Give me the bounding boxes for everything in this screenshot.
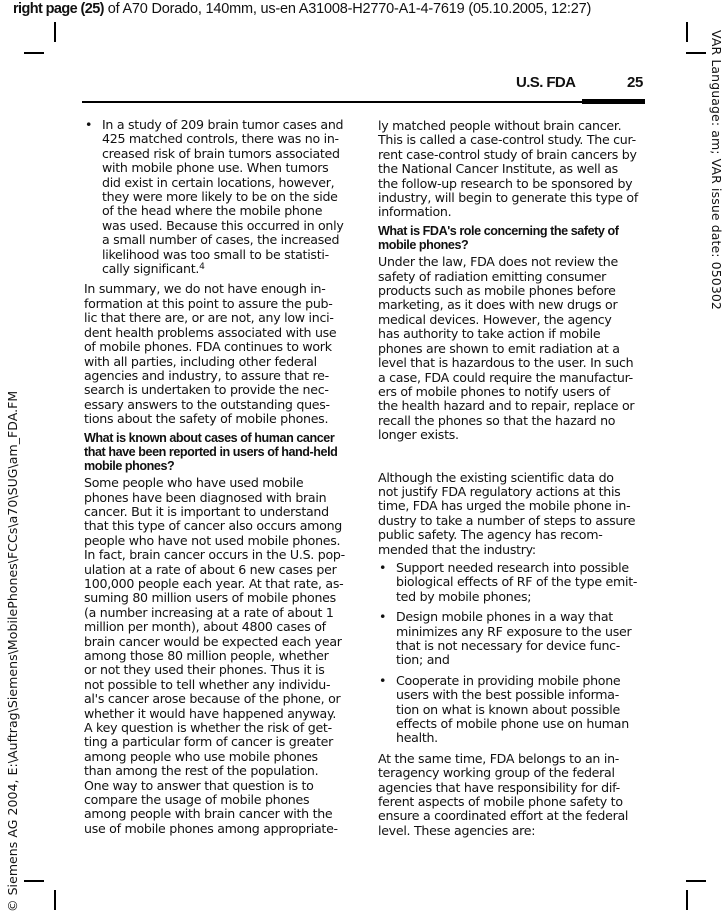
text-line: tion on what is known about possible — [396, 701, 620, 717]
text-line: among those 80 million people, whether — [84, 648, 329, 664]
text-line: information. — [378, 204, 452, 220]
print-banner-info: of A70 Dorado, 140mm, us-en A31008-H2770-A1-4-7619 (05.10.2005, 12:27) — [103, 1, 592, 17]
left-column — [84, 118, 356, 840]
text-line: brain cancer would be expected each year — [84, 633, 342, 649]
text-line: not justify FDA regulatory actions at this — [378, 483, 621, 499]
text-line: industry, will begin to generate this type of — [378, 190, 638, 206]
heading-line: mobile phones? — [84, 458, 175, 473]
text-line: Although the existing scientific data do — [378, 469, 614, 485]
human-cancer-heading — [84, 431, 356, 474]
text-line: In a study of 209 brain tumor cases and — [102, 117, 344, 132]
bullet-icon: • — [379, 609, 387, 625]
text-line: tions about the safety of mobile phones. — [84, 411, 329, 427]
var-language-note: VAR Language: am; VAR issue date: 050302 — [709, 30, 724, 310]
text-line: teragency working group of the federal — [378, 765, 615, 781]
text-line: Cooperate in providing mobile phone — [396, 672, 621, 688]
text-line: At the same time, FDA belongs to an in- — [378, 750, 620, 766]
text-line: use of mobile phones among appropriate- — [84, 820, 338, 836]
recommendation-bullet-cooperate — [378, 674, 650, 746]
text-line: agencies that have responsibility for dif- — [378, 779, 620, 795]
header-rule-accent — [582, 99, 645, 104]
text-line: was used. Because this occurred in only — [102, 217, 344, 233]
crop-mark-bottom-left-vertical — [54, 890, 56, 910]
text-line: dent health problems associated with use — [84, 324, 337, 340]
text-line: rent case-control study of brain cancers by — [378, 146, 637, 162]
text-line: In summary, we do not have enough in- — [84, 281, 326, 297]
text-line: ers of mobile phones to notify users of — [378, 383, 611, 399]
text-line: This is called a case-control study. The cur- — [378, 132, 636, 148]
case-control-paragraph — [378, 119, 650, 220]
text-line: not possible to tell whether any individu- — [84, 676, 331, 692]
print-banner-page: right page (25) — [13, 1, 104, 17]
text-line: ferent aspects of mobile phone safety to — [378, 794, 623, 810]
footnote-reference: 4 — [199, 262, 205, 273]
text-line: of the head where the mobile phone — [102, 203, 323, 219]
section-title: U.S. FDA — [516, 74, 576, 91]
page-number: 25 — [627, 74, 643, 91]
copyright-path-note: © Siemens AG 2004, E:\Auftrag\Siemens\MobilePhones\FCCs\a70\SUG\am_FDA.FM — [5, 390, 20, 912]
text-line: a case, FDA could require the manufactur- — [378, 369, 633, 385]
summary-paragraph — [84, 282, 356, 426]
interagency-paragraph — [378, 752, 650, 838]
recommendation-bullet-research — [378, 561, 650, 604]
text-line: longer exists. — [378, 427, 459, 443]
text-line: ting a particular form of cancer is greater — [84, 734, 333, 750]
bullet-icon: • — [85, 117, 93, 132]
text-line: phones are shown to emit radiation at a — [378, 340, 620, 356]
crop-mark-top-right-horizontal — [686, 52, 706, 54]
right-column — [378, 119, 650, 842]
bullet-icon: • — [379, 672, 387, 688]
text-line: al's cancer arose because of the phone, or — [84, 691, 341, 707]
text-line: ensure a coordinated effort at the federal — [378, 808, 629, 824]
text-line: mended that the industry: — [378, 541, 536, 557]
text-line: One way to answer that question is to — [84, 777, 314, 793]
fda-role-heading — [378, 224, 650, 252]
study-bullet — [84, 118, 356, 276]
text-line: they were more likely to be on the side — [102, 189, 338, 205]
text-line: effects of mobile phone use on human — [396, 716, 629, 732]
text-line: products such as mobile phones before — [378, 283, 616, 299]
text-line: safety of radiation emitting consumer — [378, 268, 607, 284]
heading-line: What is FDA's role concerning the safety of — [378, 223, 619, 238]
text-line: phones have been diagnosed with brain — [84, 489, 327, 505]
crop-mark-top-right-vertical — [686, 22, 688, 42]
crop-mark-bottom-right-horizontal — [686, 880, 706, 882]
crop-mark-top-left-horizontal — [24, 52, 44, 54]
crop-mark-top-left-vertical — [54, 22, 56, 42]
text-line: lic that there are, or are not, any low inci- — [84, 310, 334, 326]
text-line: agencies and industry, to assure that re- — [84, 367, 329, 383]
text-line: essary answers to the outstanding ques- — [84, 396, 330, 412]
fda-role-paragraph — [378, 255, 650, 442]
heading-line: What is known about cases of human cancer — [84, 430, 335, 445]
text-line: that this type of cancer also occurs among — [84, 518, 342, 534]
text-line: level that is hazardous to the user. In such — [378, 355, 634, 371]
text-line: users with the best possible informa- — [396, 687, 619, 703]
text-line: or not they used their phones. Thus it is — [84, 662, 325, 678]
text-line: a small number of cases, the increased — [102, 232, 340, 248]
text-line — [102, 262, 356, 276]
text-line: ly matched people without brain cancer. — [378, 118, 622, 133]
recommendation-bullet-design — [378, 610, 650, 668]
text-line: In fact, brain cancer occurs in the U.S. pop- — [84, 547, 345, 563]
text-line: of mobile phones. FDA continues to work — [84, 339, 332, 355]
text-line: ulation at a rate of about 6 new cases per — [84, 561, 337, 577]
paragraph-gap — [378, 447, 650, 471]
text-line: health. — [396, 730, 438, 746]
text-line: Design mobile phones in a way that — [396, 609, 613, 625]
text-line: Support needed research into possible — [396, 559, 629, 575]
text-line: that is not necessary for device func- — [396, 638, 621, 653]
text-line: did exist in certain locations, however, — [102, 174, 335, 190]
text-line: the follow-up research to be sponsored by — [378, 175, 633, 191]
text-line: suming 80 million users of mobile phones — [84, 590, 336, 606]
text-fragment: cally significant. — [102, 261, 200, 277]
text-line: time, FDA has urged the mobile phone in- — [378, 498, 631, 514]
text-line: minimizes any RF exposure to the user — [396, 623, 632, 639]
text-line: with mobile phone use. When tumors — [102, 160, 329, 176]
text-line: with all parties, including other federal — [84, 353, 317, 369]
crop-mark-bottom-right-vertical — [686, 890, 688, 910]
text-line: likelihood was too small to be statisti- — [102, 246, 329, 262]
text-line: biological effects of RF of the type emit- — [396, 574, 638, 590]
text-line: 425 matched controls, there was no in- — [102, 131, 339, 147]
text-line: search is undertaken to provide the nec- — [84, 382, 329, 398]
text-line: level. These agencies are: — [378, 822, 536, 838]
heading-line: mobile phones? — [378, 238, 469, 253]
text-line: dustry to take a number of steps to assure — [378, 512, 636, 528]
text-line: cancer. But it is important to understand — [84, 503, 329, 519]
text-line: medical devices. However, the agency — [378, 311, 612, 327]
print-banner — [13, 0, 591, 18]
text-line: than among the rest of the population. — [84, 763, 319, 779]
text-line: people who have not used mobile phones. — [84, 532, 341, 548]
text-line: among people with brain cancer with the — [84, 806, 333, 822]
text-line: million per month), about 4800 cases of — [84, 619, 326, 635]
text-line: among people who use mobile phones — [84, 748, 318, 764]
text-line: creased risk of brain tumors associated — [102, 145, 340, 161]
text-line: the health hazard and to repair, replace or — [378, 398, 635, 414]
text-line: marketing, as it does with new drugs or — [378, 297, 618, 313]
text-line: the National Cancer Institute, as well as — [378, 161, 618, 177]
crop-mark-bottom-left-horizontal — [24, 880, 44, 882]
text-line: 100,000 people each year. At that rate, as- — [84, 575, 344, 591]
text-line: Some people who have used mobile — [84, 475, 304, 491]
text-line: compare the usage of mobile phones — [84, 792, 310, 808]
text-line: recall the phones so that the hazard no — [378, 412, 616, 428]
text-line: public safety. The agency has recom- — [378, 527, 603, 543]
text-line: A key question is whether the risk of get- — [84, 720, 332, 736]
text-line: formation at this point to assure the pub- — [84, 295, 333, 311]
text-line: has authority to take action if mobile — [378, 326, 601, 342]
text-line: (a number increasing at a rate of about 1 — [84, 604, 334, 620]
bullet-icon: • — [379, 559, 387, 575]
header-rule — [82, 101, 645, 103]
text-line: ted by mobile phones; — [396, 588, 532, 604]
heading-line: that have been reported in users of hand-held — [84, 444, 338, 459]
text-line: whether it would have happened anyway. — [84, 705, 337, 721]
human-cancer-paragraph — [84, 476, 356, 836]
text-line: tion; and — [396, 652, 450, 668]
text-line: Under the law, FDA does not review the — [378, 254, 618, 270]
recommendations-intro-paragraph — [378, 471, 650, 557]
